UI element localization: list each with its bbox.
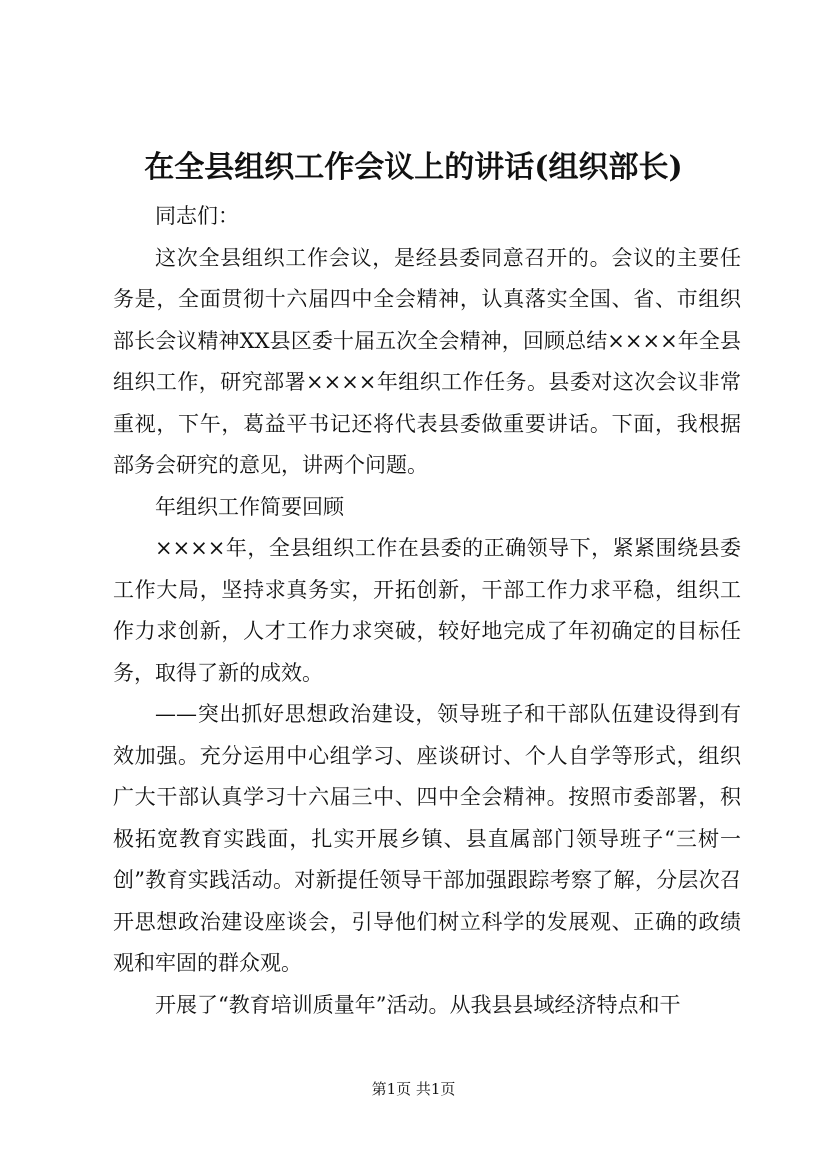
document-body	[113, 196, 741, 1026]
intro-paragraph: 这次全县组织工作会议，是经县委同意召开的。会议的主要任务是，全面贯彻十六届四中全会精神，认真落实全国、省、市组织部长会议精神XX县区委十届五次全会精神，回顾总结××××年全县组织工作，研究部署××××年组织工作任务。县委对这次会议非常重视，下午，葛益平书记还将代表县委做重要讲话。下面，我根据部务会研究的意见，讲两个问题。	[113, 245, 741, 477]
page-footer: 第1页 共1页	[371, 1080, 456, 1098]
section-heading: 年组织工作简要回顾	[155, 494, 344, 519]
review-paragraph: ××××年，全县组织工作在县委的正确领导下，紧紧围绕县委工作大局，坚持求真务实，开拓创新，干部工作力求平稳，组织工作力求创新，人才工作力求突破，较好地完成了年初确定的目标任务，取得了新的成效。	[113, 536, 741, 685]
salutation-paragraph: 同志们：	[155, 204, 239, 228]
ideological-building-paragraph: ——突出抓好思想政治建设，领导班子和干部队伍建设得到有效加强。充分运用中心组学习、座谈研讨、个人自学等形式，组织广大干部认真学习十六届三中、四中全会精神。按照市委部署，积极拓宽教育实践面，扎实开展乡镇、县直属部门领导班子“三树一创”教育实践活动。对新提任领导干部加强跟踪考察了解，分层次召开思想政治建设座谈会，引导他们树立科学的发展观、正确的政绩观和牢固的群众观。	[113, 702, 741, 975]
document-title: 在全县组织工作会议上的讲话(组织部长)	[144, 150, 683, 185]
training-paragraph: 开展了“教育培训质量年”活动。从我县县域经济特点和干	[155, 992, 681, 1017]
